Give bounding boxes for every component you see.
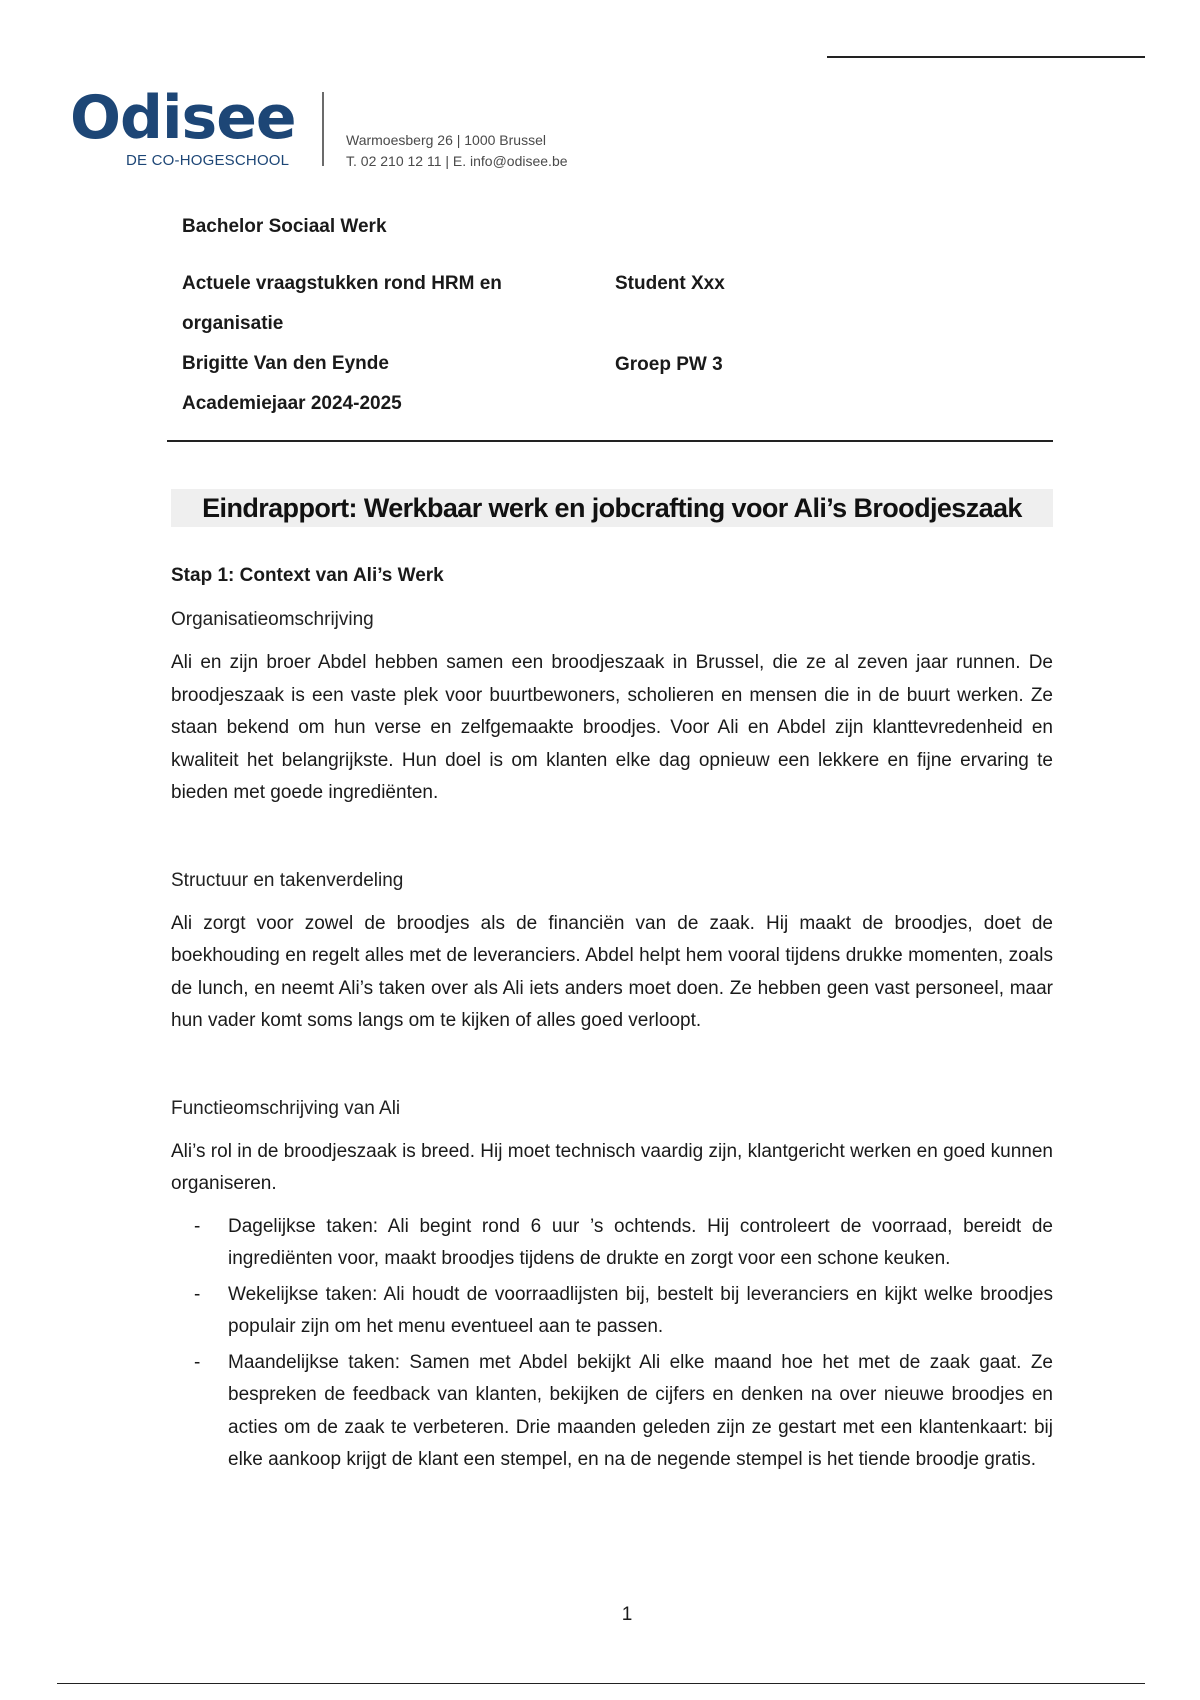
logo-wordmark: Odisee — [70, 83, 296, 153]
task-list — [171, 1211, 1053, 1477]
list-item — [171, 1211, 1053, 1276]
logo-divider — [322, 92, 324, 166]
logo-tagline: DE CO-HOGESCHOOL — [126, 152, 290, 169]
address-line: Warmoesberg 26 | 1000 Brussel — [346, 132, 546, 148]
top-rule — [827, 56, 1145, 58]
course-info — [182, 207, 582, 424]
bullet-dash: - — [194, 1351, 201, 1373]
structure-paragraph: Ali zorgt voor zowel de broodjes als de financiën van de zaak. Hij maakt de broodjes, doet de boekhouding en regelt alles met de leveranciers. Abdel helpt hem vooral tijdens drukke momenten, zoals de lunch, en neemt Ali’s taken over als Ali iets anders moet doen. Ze hebben geen vast personeel, maar hun vader komt soms langs om te kijken of alles goed verloopt. — [171, 912, 1053, 1031]
list-item — [171, 1347, 1053, 1477]
student-name: Student Xxx — [615, 273, 725, 294]
report-body — [171, 559, 1053, 1480]
odisee-logo — [70, 83, 310, 170]
bullet-dash: - — [194, 1283, 201, 1305]
step-heading: Stap 1: Context van Ali’s Werk — [171, 565, 444, 586]
header-rule — [167, 440, 1053, 442]
function-heading: Functieomschrijving van Ali — [171, 1097, 401, 1119]
bullet-dash: - — [194, 1215, 201, 1237]
bottom-rule — [57, 1683, 1145, 1684]
document-title: Eindrapport: Werkbaar werk en jobcrafting voor Ali’s Broodjeszaak — [171, 489, 1053, 527]
monthly-tasks: Maandelijkse taken: Samen met Abdel bekijkt Ali elke maand hoe het met de zaak gaat. Ze bespreken de feedback van klanten, bekijken de cijfers en denken na over nieuwe broodjes en acties om de zaak te verbeteren. Drie maanden geleden zijn ze gestart met een klantenkaart: bij elke aankoop krijgt de klant een stempel, en na de negende stempel is het tiende broodje gratis. — [228, 1351, 1053, 1470]
daily-tasks: Dagelijkse taken: Ali begint rond 6 uur ’s ochtends. Hij controleert de voorraad, bereidt de ingrediënten voor, maakt broodjes tijdens de drukte en zorgt voor een schone keuken. — [228, 1215, 1053, 1269]
function-paragraph: Ali’s rol in de broodjeszaak is breed. Hij moet technisch vaardig zijn, klantgericht werken en goed kunnen organiseren. — [171, 1140, 1053, 1194]
weekly-tasks: Wekelijkse taken: Ali houdt de voorraadlijsten bij, bestelt bij leveranciers en kijkt welke broodjes populair zijn om het menu eventueel aan te passen. — [228, 1283, 1053, 1337]
contact-line: T. 02 210 12 11 | E. info@odisee.be — [346, 153, 568, 169]
list-item — [171, 1279, 1053, 1344]
address-block — [346, 130, 568, 172]
academic-year: Academiejaar 2024-2025 — [182, 393, 402, 414]
group-name: Groep PW 3 — [615, 354, 723, 375]
program-name: Bachelor Sociaal Werk — [182, 216, 387, 237]
organization-heading: Organisatieomschrijving — [171, 609, 374, 630]
page-number: 1 — [621, 1604, 633, 1625]
teacher-name: Brigitte Van den Eynde — [182, 353, 389, 374]
course-name: Actuele vraagstukken rond HRM en organisatie — [182, 273, 502, 334]
structure-heading: Structuur en takenverdeling — [171, 869, 404, 891]
organization-paragraph: Ali en zijn broer Abdel hebben samen een broodjeszaak in Brussel, die ze al zeven jaar runnen. De broodjeszaak is een vaste plek voor buurtbewoners, scholieren en mensen die in de buurt werken. Ze staan bekend om hun verse en zelfgemaakte broodjes. Voor Ali en Abdel zijn klanttevredenheid en kwaliteit het belangrijkste. Hun doel is om klanten elke dag opnieuw een lekkere en fijne ervaring te bieden met goede ingrediënten. — [171, 652, 1053, 803]
